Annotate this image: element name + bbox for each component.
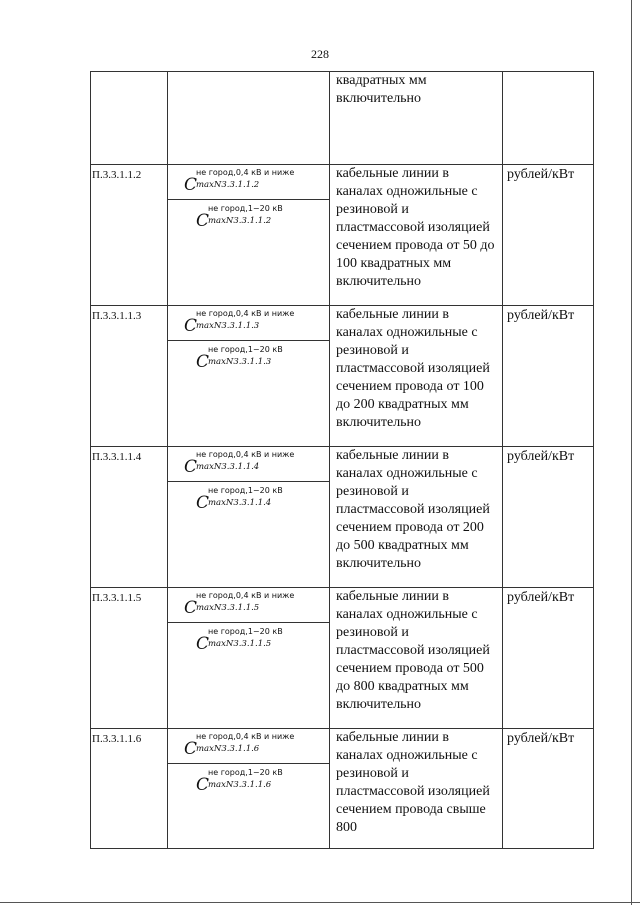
description-cell: квадратных мм включительно xyxy=(330,72,503,165)
formula-subscript: maxN3.3.1.1.2 xyxy=(196,180,260,190)
description-cell: кабельные линии в каналах одножильные с резиновой и пластмассовой изоляцией сечением провода от 500 до 800 квадратных мм включительно xyxy=(330,588,503,729)
formula-superscript: не город,0,4 кВ и ниже xyxy=(196,732,295,741)
formula-subscript: maxN3.3.1.1.3 xyxy=(196,321,260,331)
page-number: 228 xyxy=(311,47,329,61)
formula-superscript: не город,1−20 кВ xyxy=(208,345,283,354)
description-cell: кабельные линии в каналах одножильные с резиновой и пластмассовой изоляцией сечением провода от 50 до 100 квадратных мм включительно xyxy=(330,165,503,306)
table-row xyxy=(91,306,594,447)
bottom-edge-line xyxy=(0,902,640,903)
formula-symbol: C xyxy=(196,493,210,513)
formula-subscript: maxN3.3.1.1.5 xyxy=(208,639,272,649)
description-cell: кабельные линии в каналах одножильные с резиновой и пластмассовой изоляцией сечением провода свыше 800 xyxy=(330,729,503,849)
formula-superscript: не город,0,4 кВ и ниже xyxy=(196,309,295,318)
formula-box xyxy=(168,165,329,200)
formula-box xyxy=(168,764,329,798)
formula-symbol: C xyxy=(184,739,198,759)
formula-superscript: не город,0,4 кВ и ниже xyxy=(196,591,295,600)
formula-cell xyxy=(168,165,330,306)
description-cell: кабельные линии в каналах одножильные с резиновой и пластмассовой изоляцией сечением провода от 200 до 500 квадратных мм включительно xyxy=(330,447,503,588)
unit-cell: рублей/кВт xyxy=(503,447,594,588)
formula-subscript: maxN3.3.1.1.4 xyxy=(196,462,260,472)
table-row xyxy=(91,729,594,849)
formula-cell xyxy=(168,447,330,588)
formula-box xyxy=(168,341,329,375)
formula-superscript: не город,0,4 кВ и ниже xyxy=(196,168,295,177)
code-cell: П.3.3.1.1.4 xyxy=(91,447,168,588)
description-cell: кабельные линии в каналах одножильные с резиновой и пластмассовой изоляцией сечением провода от 100 до 200 квадратных мм включительно xyxy=(330,306,503,447)
formula-symbol: C xyxy=(196,775,210,795)
unit-cell: рублей/кВт xyxy=(503,588,594,729)
formula-superscript: не город,0,4 кВ и ниже xyxy=(196,450,295,459)
table-row xyxy=(91,165,594,306)
formula-superscript: не город,1−20 кВ xyxy=(208,768,283,777)
formula-cell xyxy=(168,72,330,165)
unit-cell: рублей/кВт xyxy=(503,729,594,849)
unit-cell: рублей/кВт xyxy=(503,165,594,306)
code-cell xyxy=(91,72,168,165)
formula-symbol: C xyxy=(184,175,198,195)
right-edge-line xyxy=(631,0,632,905)
formula-symbol: C xyxy=(184,316,198,336)
formula-box xyxy=(168,729,329,764)
formula-cell xyxy=(168,306,330,447)
formula-box xyxy=(168,200,329,234)
formula-superscript: не город,1−20 кВ xyxy=(208,204,283,213)
formula-symbol: C xyxy=(184,457,198,477)
formula-symbol: C xyxy=(196,211,210,231)
tariff-table xyxy=(90,71,594,849)
table-row xyxy=(91,447,594,588)
formula-symbol: C xyxy=(196,352,210,372)
code-cell: П.3.3.1.1.5 xyxy=(91,588,168,729)
formula-subscript: maxN3.3.1.1.6 xyxy=(208,780,272,790)
formula-subscript: maxN3.3.1.1.6 xyxy=(196,744,260,754)
table-row xyxy=(91,72,594,165)
formula-superscript: не город,1−20 кВ xyxy=(208,627,283,636)
unit-cell xyxy=(503,72,594,165)
formula-box xyxy=(168,447,329,482)
formula-box xyxy=(168,588,329,623)
code-cell: П.3.3.1.1.6 xyxy=(91,729,168,849)
formula-box xyxy=(168,482,329,516)
formula-subscript: maxN3.3.1.1.2 xyxy=(208,216,272,226)
code-cell: П.3.3.1.1.2 xyxy=(91,165,168,306)
formula-symbol: C xyxy=(184,598,198,618)
formula-subscript: maxN3.3.1.1.3 xyxy=(208,357,272,367)
formula-superscript: не город,1−20 кВ xyxy=(208,486,283,495)
code-cell: П.3.3.1.1.3 xyxy=(91,306,168,447)
formula-box xyxy=(168,306,329,341)
formula-subscript: maxN3.3.1.1.5 xyxy=(196,603,260,613)
formula-symbol: C xyxy=(196,634,210,654)
unit-cell: рублей/кВт xyxy=(503,306,594,447)
formula-subscript: maxN3.3.1.1.4 xyxy=(208,498,272,508)
formula-cell xyxy=(168,588,330,729)
table-row xyxy=(91,588,594,729)
formula-box xyxy=(168,623,329,657)
formula-cell xyxy=(168,729,330,849)
